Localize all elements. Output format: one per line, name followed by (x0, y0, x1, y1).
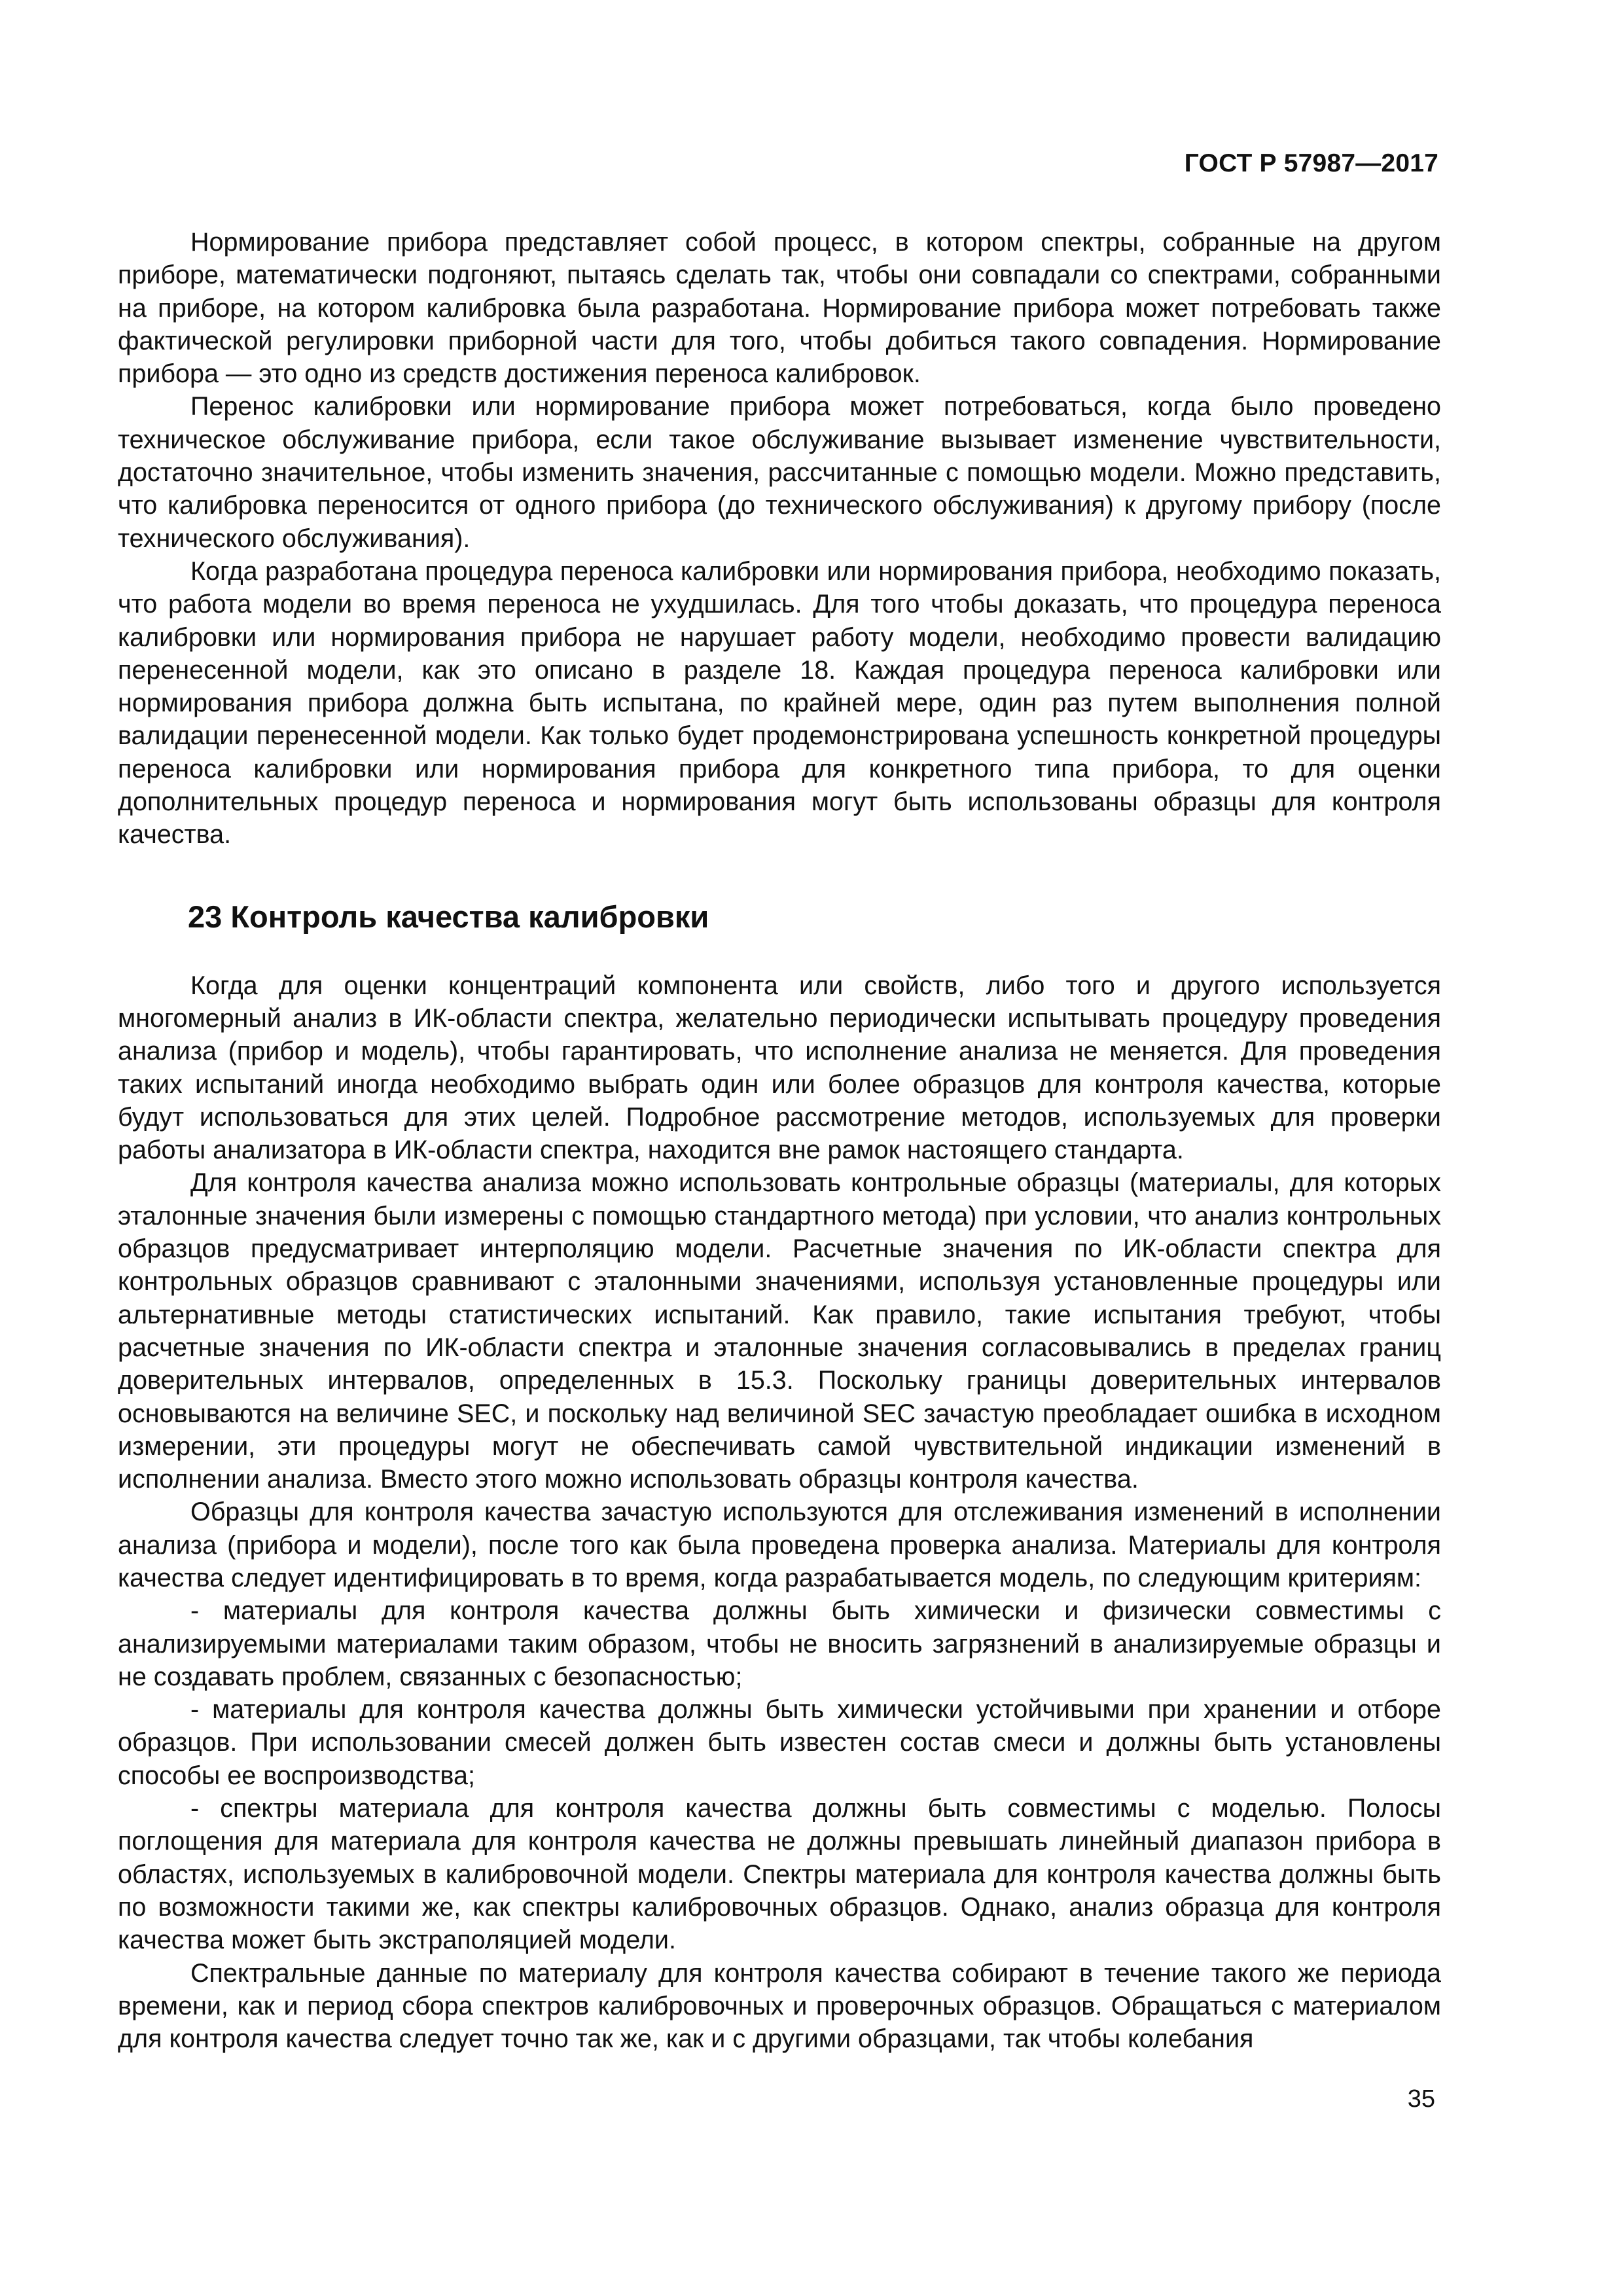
list-item-stability: - материалы для контроля качества должны быть химически устойчивыми при хранении и отборе образцов. При использовании смесей должен быть известен состав смеси и должны быть установлены способы ее воспроизводства; (118, 1695, 1441, 1790)
document-header: ГОСТ Р 57987—2017 (1184, 149, 1438, 177)
list-item-spectra: - спектры материала для контроля качества должны быть совместимы с моделью. Полосы поглощения для материала для контроля качества не должны превышать линейный диапазон прибора в областях, используемых в калибровочной модели. Спектры материала для контроля качества должны быть по возможности такими же, как спектры калибровочных образцов. Однако, анализ образца для контроля качества может быть экстраполяцией модели. (118, 1794, 1441, 1955)
page-number: 35 (1407, 2085, 1435, 2113)
paragraph-calibration-transfer: Перенос калибровки или нормирование прибора может потребоваться, когда было проведено техническое обслуживание прибора, если такое обслуживание вызывает изменение чувствительности, достаточно значительное, чтобы изменить значения, рассчитанные с помощью модели. Можно представить, что калибровка переносится от одного прибора (до технического обслуживания) к другому прибору (после технического обслуживания). (118, 392, 1441, 553)
list-item-compatibility: - материалы для контроля качества должны быть химически и физически совместимы с анализируемыми материалами таким образом, чтобы не вносить загрязнений в анализируемые образцы и не создавать проблем, связанных с безопасностью; (118, 1596, 1441, 1691)
paragraph-instrument-standardization: Нормирование прибора представляет собой процесс, в котором спектры, собранные на другом приборе, математически подгоняют, пытаясь сделать так, чтобы они совпадали со спектрами, собранными на приборе, на котором калибровка была разработана. Нормирование прибора может потребовать также фактической регулировки приборной части для того, чтобы добиться такого совпадения. Нормирование прибора — это одно из средств достижения переноса калибровок. (118, 228, 1441, 389)
page-body (118, 226, 1441, 2055)
paragraph-qc-samples-criteria: Образцы для контроля качества зачастую используются для отслеживания изменений в исполнении анализа (прибора и модели), после того как была проведена проверка анализа. Материалы для контроля качества следует идентифицировать в то время, когда разрабатывается модель, по следующим критериям: (118, 1498, 1441, 1592)
paragraph-control-samples: Для контроля качества анализа можно использовать контрольные образцы (материалы, для которых эталонные значения были измерены с помощью стандартного метода) при условии, что анализ контрольных образцов предусматривает интерполяцию модели. Расчетные значения по ИК-области спектра для контрольных образцов сравнивают с эталонными значениями, используя установленные процедуры или альтернативные методы статистических испытаний. Как правило, такие испытания требуют, чтобы расчетные значения по ИК-области спектра и эталонные значения согласовывались в пределах границ доверительных интервалов, определенных в 15.3. Поскольку границы доверительных интервалов основываются на величине SEC, и поскольку над величиной SEC зачастую преобладает ошибка в исходном измерении, эти процедуры могут не обеспечивать самой чувствительной индикации изменений в исполнении анализа. Вместо этого можно использовать образцы контроля качества. (118, 1168, 1441, 1494)
paragraph-transfer-validation: Когда разработана процедура переноса калибровки или нормирования прибора, необходимо показать, что работа модели во время переноса не ухудшилась. Для того чтобы доказать, что процедура переноса калибровки или нормирования прибора не нарушает работу модели, необходимо провести валидацию перенесенной модели, как это описано в разделе 18. Каждая процедура переноса калибровки или нормирования прибора должна быть испытана, по крайней мере, один раз путем выполнения полной валидации перенесенной модели. Как только будет продемонстрирована успешность конкретной процедуры переноса калибровки или нормирования прибора для конкретного типа прибора, то для оценки дополнительных процедур переноса и нормирования могут быть использованы образцы для контроля качества. (118, 556, 1441, 850)
section-heading: 23 Контроль качества калибровки (188, 899, 709, 934)
paragraph-spectral-data: Спектральные данные по материалу для контроля качества собирают в течение такого же периода времени, как и период сбора спектров калибровочных и проверочных образцов. Обращаться с материалом для контроля качества следует точно так же, как и с другими образцами, так чтобы колебания (118, 1958, 1441, 2054)
paragraph-quality-control-intro: Когда для оценки концентраций компонента или свойств, либо того и другого используется многомерный анализ в ИК-области спектра, желательно периодически испытывать процедуру проведения анализа (прибор и модель), чтобы гарантировать, что исполнение анализа не меняется. Для проведения таких испытаний иногда необходимо выбрать один или более образцов для контроля качества, которые будут использоваться для этих целей. Подробное рассмотрение методов, используемых для проверки работы анализатора в ИК-области спектра, находится вне рамок настоящего стандарта. (118, 971, 1441, 1165)
